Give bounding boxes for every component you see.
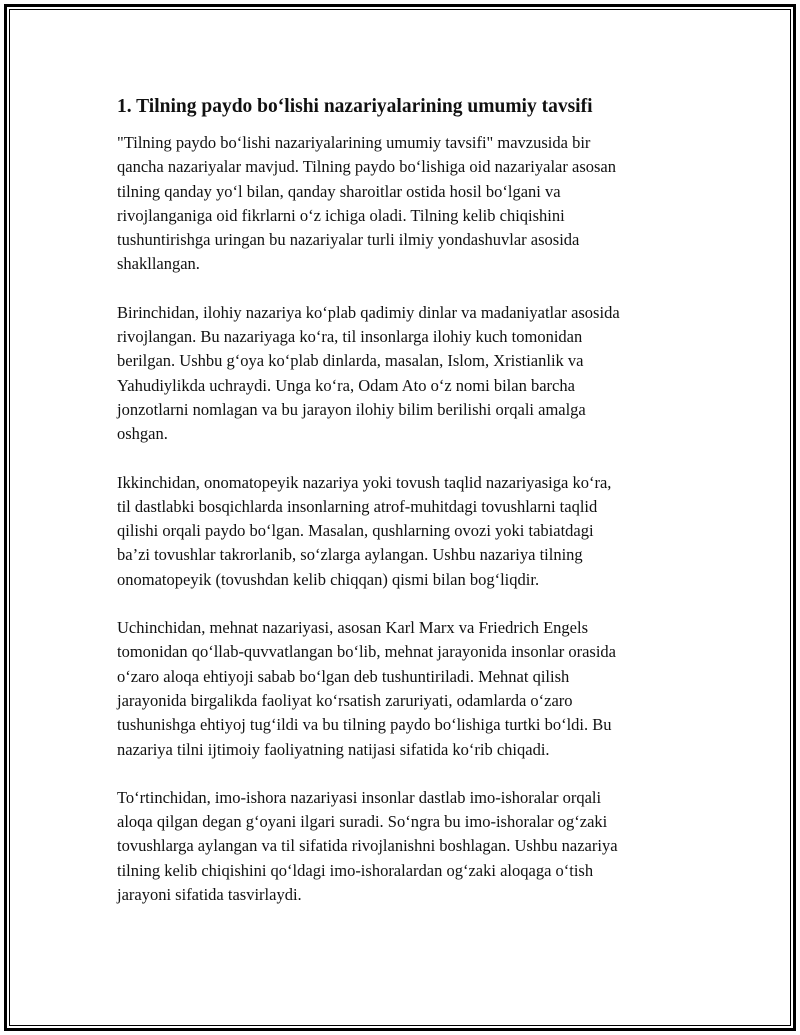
paragraph-line: nazariya tilni ijtimoiy faoliyatning natijasi sifatida ko‘rib chiqadi. — [117, 739, 550, 759]
paragraph-line: tushuntirishga uringan bu nazariyalar turli ilmiy yondashuvlar asosida — [117, 230, 580, 250]
document-body — [117, 94, 692, 931]
paragraph-line: jarayoni sifatida tasvirlaydi. — [117, 885, 302, 905]
section-heading: 1. Tilning paydo bo‘lishi nazariyalarining umumiy tavsifi — [117, 96, 593, 117]
paragraph-line: To‘rtinchidan, imo-ishora nazariyasi insonlar dastlab imo-ishoralar orqali — [117, 787, 602, 807]
paragraph-line: jonzotlarni nomlagan va bu jarayon ilohiy bilim berilishi orqali amalga — [117, 399, 586, 419]
paragraph-line: aloqa qilgan degan g‘oyani ilgari suradi. So‘ngra bu imo-ishoralar og‘zaki — [117, 812, 608, 832]
paragraph-line: tovushlarga aylangan va til sifatida rivojlanishni boshlagan. Ushbu nazariya — [117, 836, 618, 856]
paragraph-line: ba’zi tovushlar takrorlanib, so‘zlarga aylangan. Ushbu nazariya tilning — [117, 545, 583, 565]
paragraph-line: jarayonida birgalikda faoliyat ko‘rsatish zaruriyati, odamlarda o‘zaro — [117, 690, 573, 710]
paragraph-line: rivojlanganiga oid fikrlarni o‘z ichiga oladi. Tilning kelib chiqishini — [117, 205, 565, 225]
paragraph-line: qancha nazariyalar mavjud. Tilning paydo bo‘lishiga oid nazariyalar asosan — [117, 157, 616, 177]
paragraph-line: til dastlabki bosqichlarda insonlarning atrof-muhitdagi tovushlarni taqlid — [117, 496, 598, 516]
paragraph-line: shakllangan. — [117, 254, 200, 274]
paragraph-line: Uchinchidan, mehnat nazariyasi, asosan Karl Marx va Friedrich Engels — [117, 618, 589, 638]
paragraph-line: tilning kelib chiqishini qo‘ldagi imo-ishoralardan og‘zaki aloqaga o‘tish — [117, 860, 594, 880]
paragraph-2 — [117, 301, 692, 447]
paragraph-line: onomatopeyik (tovushdan kelib chiqqan) qismi bilan bog‘liqdir. — [117, 569, 540, 589]
paragraph-line: tushunishga ehtiyoj tug‘ildi va bu tilning paydo bo‘lishiga turtki bo‘ldi. Bu — [117, 715, 612, 735]
paragraph-line: Ikkinchidan, onomatopeyik nazariya yoki tovush taqlid nazariyasiga ko‘ra, — [117, 472, 612, 492]
paragraph-line: berilgan. Ushbu g‘oya ko‘plab dinlarda, masalan, Islom, Xristianlik va — [117, 351, 584, 371]
paragraph-list — [117, 131, 692, 907]
paragraph-5 — [117, 786, 692, 907]
paragraph-3 — [117, 471, 692, 592]
paragraph-line: Birinchidan, ilohiy nazariya ko‘plab qadimiy dinlar va madaniyatlar asosida — [117, 302, 620, 322]
paragraph-line: Yahudiylikda uchraydi. Unga ko‘ra, Odam Ato o‘z nomi bilan barcha — [117, 375, 575, 395]
paragraph-4 — [117, 616, 692, 762]
paragraph-line: "Tilning paydo bo‘lishi nazariyalarining umumiy tavsifi" mavzusida bir — [117, 133, 591, 152]
paragraph-line: rivojlangan. Bu nazariyaga ko‘ra, til insonlarga ilohiy kuch tomonidan — [117, 327, 583, 347]
paragraph-line: tilning qanday yo‘l bilan, qanday sharoitlar ostida hosil bo‘lgani va — [117, 181, 561, 201]
paragraph-line: o‘zaro aloqa ehtiyoji sabab bo‘lgan deb tushuntiriladi. Mehnat qilish — [117, 666, 570, 686]
paragraph-line: tomonidan qo‘llab-quvvatlangan bo‘lib, mehnat jarayonida insonlar orasida — [117, 642, 616, 662]
paragraph-line: qilishi orqali paydo bo‘lgan. Masalan, qushlarning ovozi yoki tabiatdagi — [117, 521, 594, 541]
paragraph-1 — [117, 131, 692, 277]
paragraph-line: oshgan. — [117, 424, 168, 444]
